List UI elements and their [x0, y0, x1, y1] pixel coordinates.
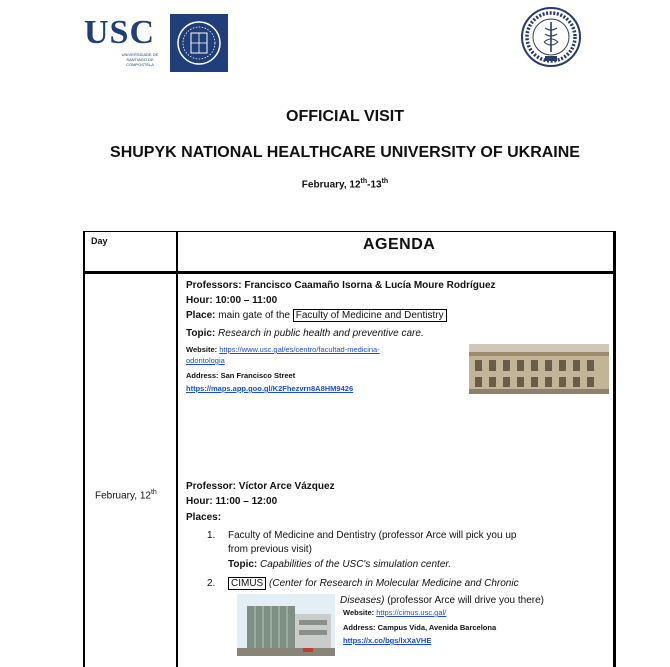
visit1-place-text: main gate of the	[215, 310, 293, 321]
visit1-address-label: Address:	[186, 371, 219, 380]
visit2-item2-italic1: (Center for Research in Molecular Medicine and Chronic	[266, 578, 519, 589]
visit1-address-text: San Francisco Street	[220, 371, 296, 380]
visit-dates	[0, 178, 670, 190]
usc-logo-letters: USC	[84, 14, 156, 51]
table-right-border	[613, 231, 616, 667]
visit2-hour: Hour: 11:00 – 12:00	[186, 496, 278, 507]
visit2-item1-line2: from previous visit)	[228, 544, 312, 555]
table-header-day: Day	[91, 236, 108, 246]
day-label: February, 12	[95, 490, 151, 502]
visit2-item2-rest: (professor Arce will drive you there)	[384, 595, 544, 606]
visit1-website-link-cont[interactable]: odontologia	[186, 356, 225, 365]
visit1-place-boxed: Faculty of Medicine and Dentistry	[293, 309, 447, 322]
visit2-item1-line1: Faculty of Medicine and Dentistry (professor Arce will pick you up	[228, 530, 517, 541]
usc-logo	[84, 14, 229, 72]
visit1-topic	[186, 327, 424, 340]
visit1-website-link[interactable]: https://www.usc.gal/es/centro/facultad-medicina-	[219, 345, 380, 354]
table-header-agenda: AGENDA	[363, 236, 436, 253]
visit2-item2-italic2: Diseases)	[340, 595, 385, 606]
visit2-professor: Professor: Víctor Arce Vázquez	[186, 481, 335, 492]
visit1-professors: Professors: Francisco Caamaño Isorna & Lucía Moure Rodríguez	[186, 280, 496, 291]
visit2-item1-topic-text: Capabilities of the USC's simulation center.	[257, 559, 452, 570]
visit1-topic-label: Topic:	[186, 328, 216, 339]
shupyk-seal-icon	[520, 6, 582, 68]
page-subtitle: SHUPYK NATIONAL HEALTHCARE UNIVERSITY OF UKRAINE	[110, 144, 580, 161]
dates-mid: -13	[367, 179, 382, 191]
visit2-item2-address-text: Campus Vida, Avenida Barcelona	[377, 623, 497, 632]
visit1-website-label: Website:	[186, 345, 218, 354]
visit1-address	[186, 371, 295, 381]
visit2-item2-address-label: Address:	[343, 623, 376, 632]
cimus-building-photo	[237, 594, 335, 656]
dates-sup2: th	[381, 178, 389, 185]
visit2-item2-website-label: Website:	[343, 608, 375, 617]
visit2-item2-line1	[228, 577, 519, 590]
usc-seal-icon	[170, 14, 228, 72]
visit2-item2-boxed: CIMUS	[228, 577, 266, 590]
visit2-item2-maps-link[interactable]: https://x.co/bgs/lxXaVHE	[343, 636, 432, 645]
visit2-item2-address	[343, 623, 496, 633]
visit1-hour: Hour: 10:00 – 11:00	[186, 295, 278, 306]
table-left-border	[83, 231, 85, 667]
faculty-building-photo	[469, 344, 609, 394]
day-sup: th	[150, 489, 157, 496]
page-title: OFFICIAL VISIT	[286, 108, 404, 125]
visit1-topic-text: Research in public health and preventive care.	[215, 328, 424, 339]
usc-logo-subtext: UNIVERSIDADE DE SANTIAGO DE COMPOSTELA	[121, 52, 159, 67]
visit1-place-label: Place:	[186, 310, 216, 321]
visit2-item2-website-link[interactable]: https://cimus.usc.gal/	[376, 608, 447, 617]
visit1-website	[186, 345, 380, 355]
day-cell	[95, 489, 157, 501]
visit2-item1-topic-label: Topic:	[228, 559, 258, 570]
visit1-maps	[186, 384, 353, 394]
visit2-item2-maps	[343, 636, 431, 646]
table-header-bottom-border	[83, 271, 616, 274]
visit2-item1-topic	[228, 558, 451, 571]
visit2-item2-num: 2.	[207, 578, 216, 589]
table-column-divider	[176, 231, 178, 667]
table-top-border	[83, 231, 616, 232]
visit1-website-cont	[186, 356, 225, 366]
visit1-maps-link[interactable]: https://maps.app.goo.gl/K2Fhezvrn8A8HM9426	[186, 384, 354, 393]
visit2-item1-num: 1.	[207, 530, 216, 541]
visit2-item2-website	[343, 608, 446, 618]
visit2-places-label: Places:	[186, 512, 222, 523]
dates-sup1: th	[360, 178, 368, 185]
dates-prefix: February, 12	[301, 179, 361, 191]
visit1-place	[186, 309, 447, 322]
visit2-item2-line2	[340, 594, 544, 607]
